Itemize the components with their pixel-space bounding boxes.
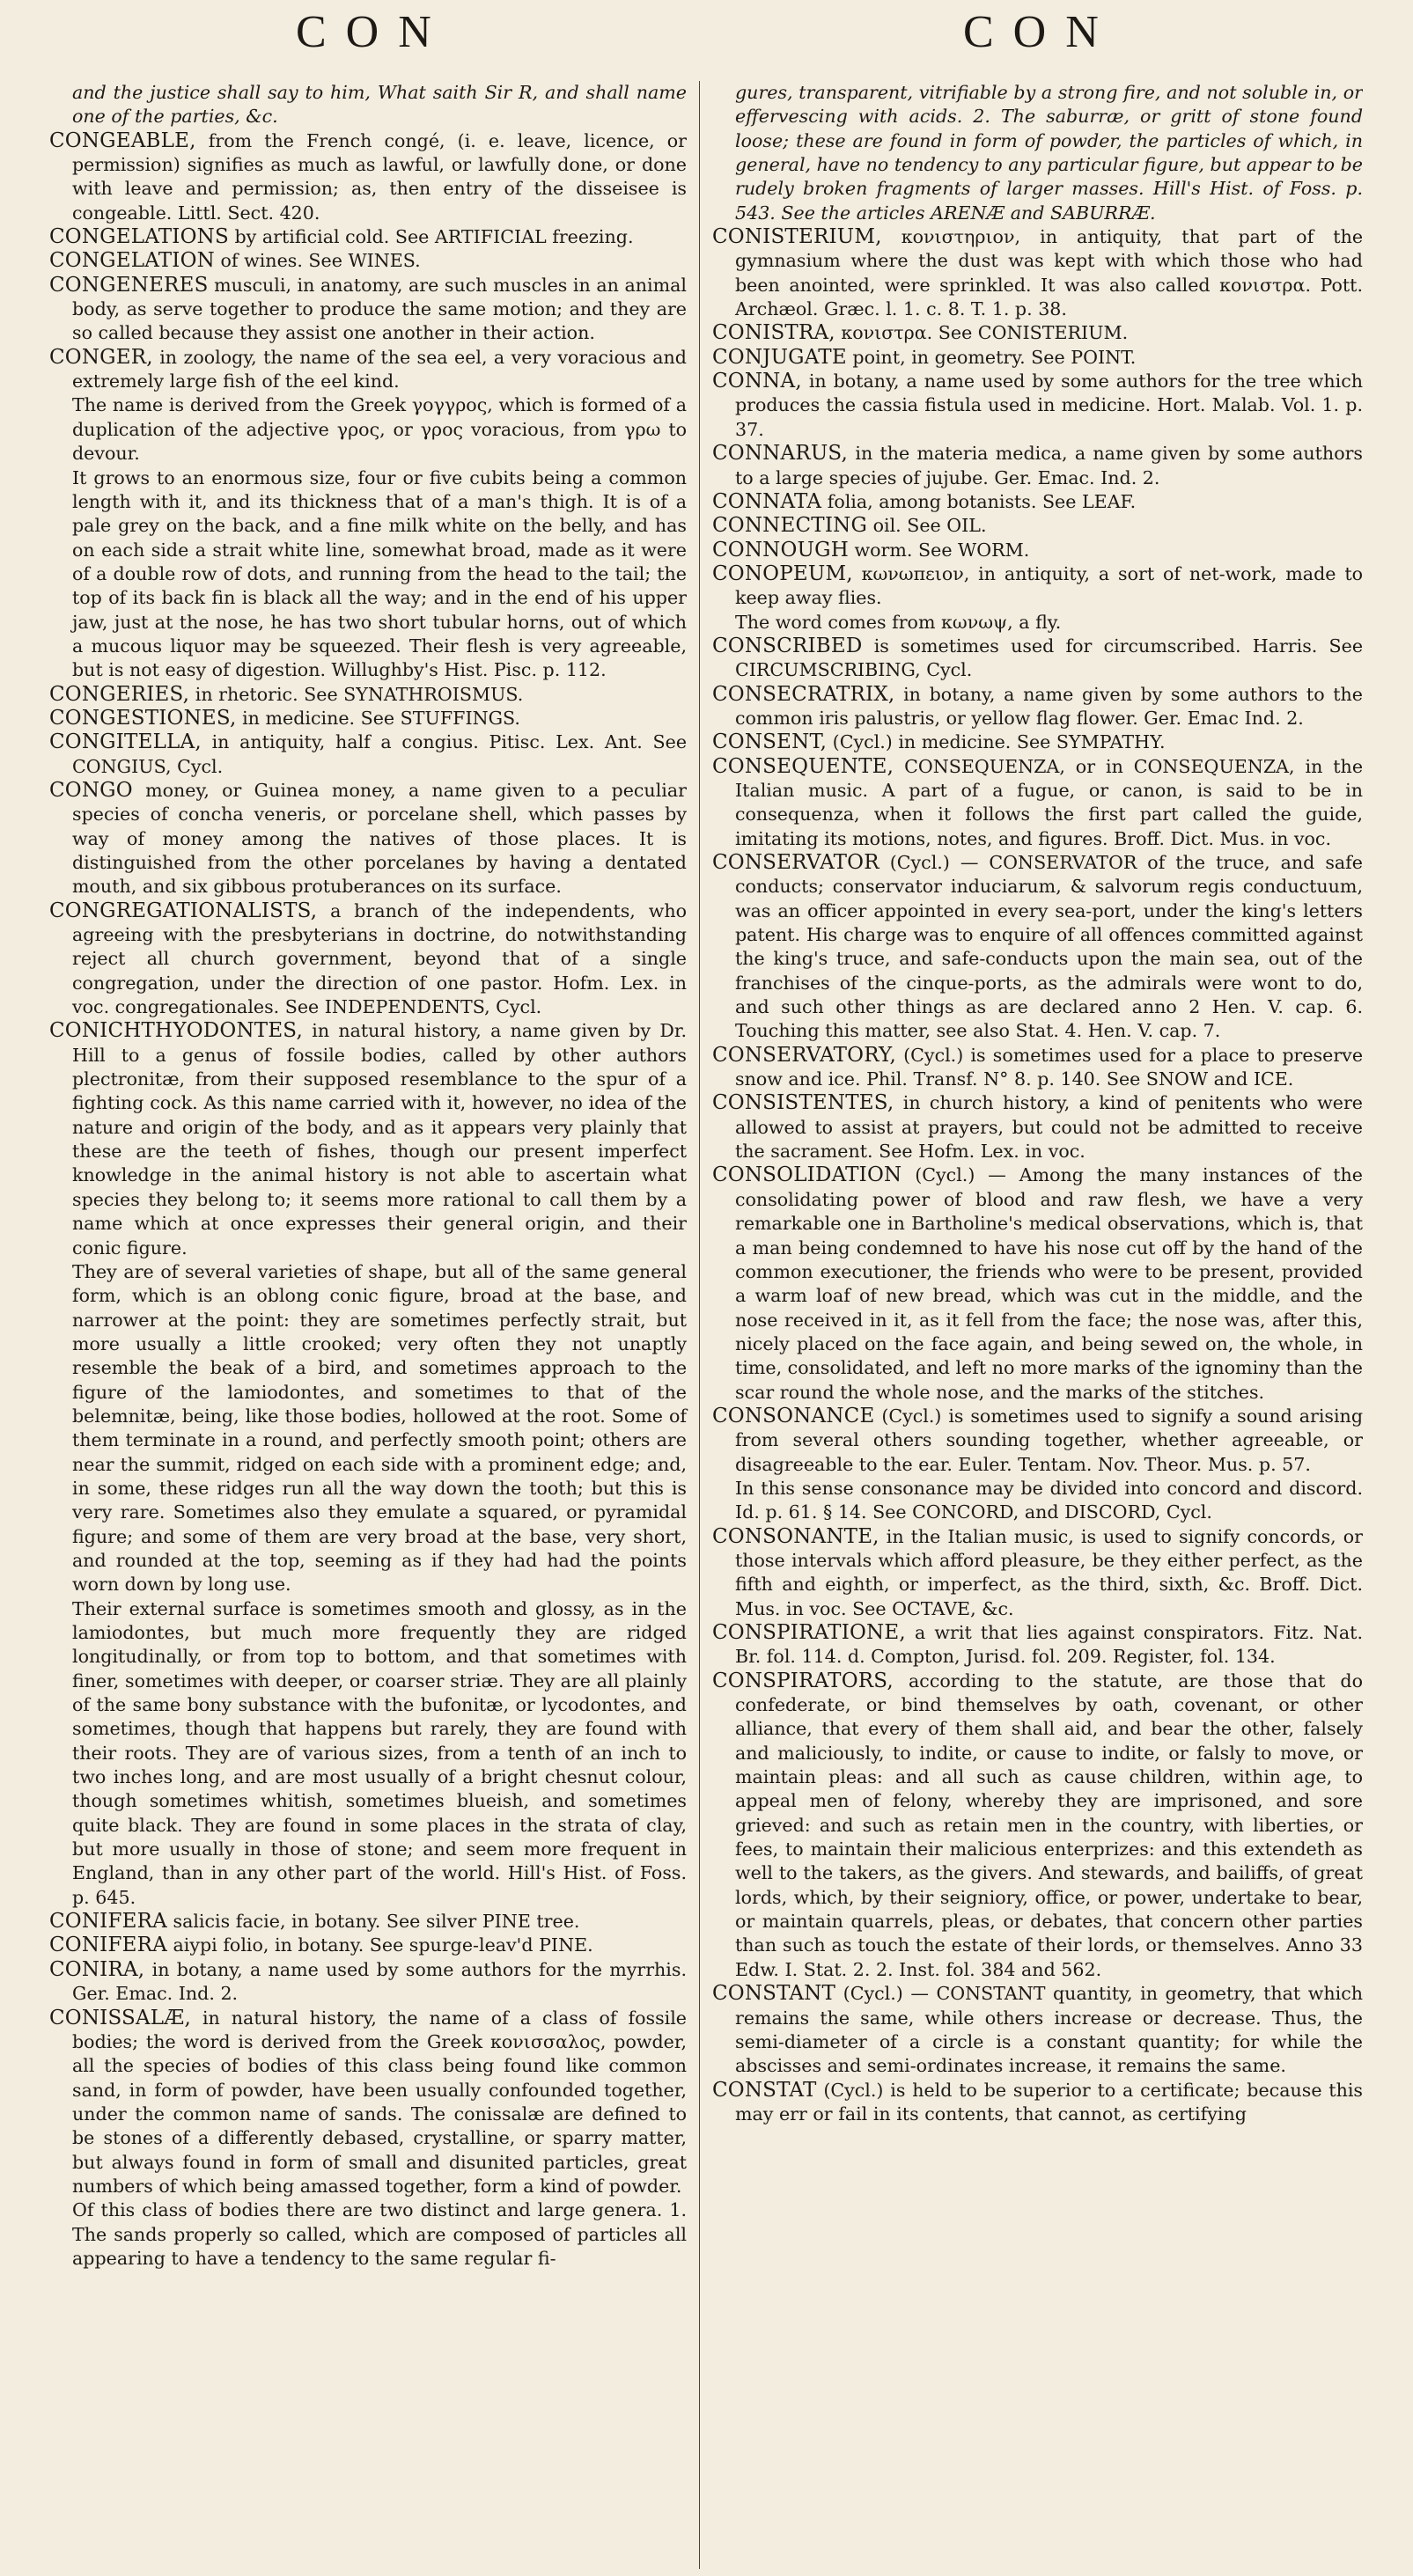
entry-definition: musculi, in anatomy, are such muscles in an animal body, as serve together to produce the same motion; and they are so called because they assist one another in their action. xyxy=(72,274,687,344)
dictionary-entry xyxy=(49,1934,687,1957)
entry-definition: from the French congé, (i. e. leave, licence, or permission) signifies as much as lawful, or lawfully done, or done with leave and permission; as, then entry of the disseisee is congeable. Littl. Sect. 420. xyxy=(72,129,688,224)
dictionary-entry xyxy=(712,442,1363,490)
entry-headword: CONGEABLE, xyxy=(49,128,196,152)
entry-definition: in botany, a name given by some authors to the common iris palustris, or yellow flag flower. Ger. Emac Ind. 2. xyxy=(735,683,1363,729)
entry-definition: κωνωπειον, in antiquity, a sort of net-work, made to keep away flies. xyxy=(735,562,1363,609)
entry-definition: κονιστρα. See CONISTERIUM. xyxy=(841,322,1129,344)
entry-definition: (Cycl.) in medicine. See SYMPATHY. xyxy=(832,731,1166,753)
entry-definition: (Cycl.) — CONSTANT quantity, in geometry, that which remains the same, while others increase or decrease. Thus, the semi-diameter of a circle is a constant quantity; for while the abscisses and semi-ordinates increase, it remains the same. xyxy=(735,1983,1363,2077)
entry-definition: is sometimes used for circumscribed. Harris. See CIRCUMSCRIBING, Cycl. xyxy=(735,635,1363,681)
entry-headword: CONISSALÆ, xyxy=(49,2006,191,2029)
entry-headword: CONIFERA xyxy=(49,1934,167,1957)
entry-headword: CONISTRA, xyxy=(712,321,835,345)
entry-definition: in zoology, the name of the sea eel, a very voracious and extremely large fish of the eel kind. xyxy=(72,346,687,393)
dictionary-entry xyxy=(712,321,1363,345)
dictionary-entry xyxy=(49,1958,687,2007)
entry-headword: CONSPIRATORS, xyxy=(712,1669,894,1692)
entry-definition: in natural history, the name of a class of fossile bodies; the word is derived from the Greek κονισσαλος, powder, all the species of bodies of this class being found like common sand, in form of powder, have been usually confounded together, under the common name of sands. The conissalæ are defined to be stones of a differently debased, crystalline, or sparry matter, but always found in form of small and disunited particles, great numbers of which being amassed together, form a kind of powder. xyxy=(72,2007,687,2197)
entry-definition: in the Italian music, is used to signify concords, or those intervals which afford pleasure, be they either perfect, as the fifth and eighth, or imperfect, as the third, sixth, &c. Broff. Dict. Mus. in voc. See OCTAVE, &c. xyxy=(735,1525,1363,1619)
dictionary-entry xyxy=(712,1163,1363,1404)
entry-definition: money, or Guinea money, a name given to a peculiar species of concha veneris, or porcelane shell, which passes by way of money among the natives of those places. It is distinguished from the other porcelanes by having a dentated mouth, and six gibbous protuberances on its surface. xyxy=(72,779,687,898)
entry-headword: CONSTAT xyxy=(712,2078,817,2102)
dictionary-entry xyxy=(49,274,687,346)
entry-headword: CONJUGATE xyxy=(712,345,847,369)
dictionary-entry xyxy=(712,755,1363,851)
entry-definition: in rhetoric. See SYNATHROISMUS. xyxy=(195,683,524,705)
entry-paragraph: Of this class of bodies there are two distinct and large genera. 1. The sands properly so called, which are composed of particles all appearing to have a tendency to the same regular fi- xyxy=(72,2199,687,2269)
entry-headword: CONGREGATIONALISTS, xyxy=(49,899,318,922)
entry-headword: CONGER, xyxy=(49,345,153,369)
entry-definition: a branch of the independents, who agreeing with the presbyterians in doctrine, do notwithstanding reject all church government, beyond that of a single congregation, under the direction of one pastor. Hofm. Lex. in voc. congregationales. See INDEPENDENTS, Cycl. xyxy=(72,899,687,1018)
dictionary-entry xyxy=(712,225,1363,321)
entry-headword: CONSISTENTES, xyxy=(712,1091,894,1115)
entry-definition: a writ that lies against conspirators. Fitz. Nat. Br. fol. 114. d. Compton, Jurisd. fol. 209. Register, fol. 134. xyxy=(735,1622,1363,1668)
two-column-body xyxy=(49,81,1374,2569)
dictionary-entry xyxy=(49,683,687,707)
entry-headword: CONSEQUENTE, xyxy=(712,754,894,778)
entry-headword: CONIRA, xyxy=(49,1957,145,1981)
entry-headword: CONSTANT xyxy=(712,1982,836,2006)
dictionary-entry xyxy=(49,129,687,225)
dictionary-entry xyxy=(712,370,1363,442)
running-header xyxy=(0,0,1413,76)
dictionary-entry xyxy=(49,707,687,730)
dictionary-entry xyxy=(49,2007,687,2199)
entry-headword: CONSONANCE xyxy=(712,1404,875,1427)
entry-definition: (Cycl.) is sometimes used to signify a sound arising from several others sounding together, whether agreeable, or disagreeable to the ear. Euler. Tentam. Nov. Theor. Mus. p. 57. xyxy=(735,1405,1363,1475)
entry-headword: CONNOUGH xyxy=(712,538,849,561)
dictionary-entry xyxy=(712,490,1363,514)
entry-definition: κονιστηριον, in antiquity, that part of the gymnasium where the dust was kept with which those who had been anointed, were sprinkled. It was also called κονιστρα. Pott. Archæol. Græc. l. 1. c. 8. T. 1. p. 38. xyxy=(735,226,1363,320)
entry-definition: in botany, a name used by some authors for the tree which produces the cassia fistula used in medicine. Hort. Malab. Vol. 1. p. 37. xyxy=(735,371,1363,440)
entry-definition: aiypi folio, in botany. See spurge-leav'd PINE. xyxy=(173,1934,593,1956)
entry-headword: CONGITELLA, xyxy=(49,730,202,754)
entry-headword: CONNARUS, xyxy=(712,442,849,466)
entry-definition: of wines. See WINES. xyxy=(220,250,421,272)
dictionary-entry xyxy=(49,779,687,899)
dictionary-entry xyxy=(712,1091,1363,1163)
dictionary-entry xyxy=(712,1044,1363,1092)
entry-headword: CONSPIRATIONE, xyxy=(712,1621,906,1644)
dictionary-entry xyxy=(712,683,1363,731)
entry-headword: CONGELATIONS xyxy=(49,225,229,249)
entry-definition: according to the statute, are those that do confederate, or bind themselves by oath, covenant, or other alliance, that every of them shall aid, and bear the other, falsely and maliciously, to indite, or cause to indite, or falsly to move, or maintain pleas: and all such as cause children, within age, to appeal men of felony, whereby they are imprisoned, and sore grieved: and such as retain men in the country, with liberties, or fees, to maintain their malicious enterprizes: and this extendeth as well to the takers, as the givers. And stewards, and bailiffs, of great lords, which, by their seigniory, office, or power, undertake to bear, or maintain quarrels, pleas, or debates, that concern other parties than such as touch the estate of their lords, or themselves. Anno 33 Edw. I. Stat. 2. 2. Inst. fol. 384 and 562. xyxy=(735,1670,1363,1980)
entry-definition: in church history, a kind of penitents who were allowed to assist at prayers, but could not be admitted to receive the sacrament. See Hofm. Lex. in voc. xyxy=(735,1092,1363,1163)
dictionary-entry xyxy=(712,1405,1363,1477)
entry-headword: CONGENERES xyxy=(49,273,209,297)
dictionary-entry xyxy=(712,346,1363,370)
entry-definition: in medicine. See STUFFINGS. xyxy=(242,707,520,729)
entry-paragraph: It grows to an enormous size, four or five cubits being a common length with it, and its thickness that of a man's thigh. It is of a pale grey on the back, and a fine milk white on the belly, and has on each side a strait white line, somewhat broad, made as it were of a double row of dots, and running from the head to the tail; the top of its back fin is black all the way; and in the end of his upper jaw, just at the nose, he has two short tubular horns, out of which a mucous liquor may be squeezed. Their flesh is very agreeable, but is not easy of digestion. Willughby's Hist. Pisc. p. 112. xyxy=(72,466,687,681)
entry-definition: salicis facie, in botany. See silver PINE tree. xyxy=(173,1911,580,1933)
entry-paragraph: Their external surface is sometimes smooth and glossy, as in the lamiodontes, but much more frequently they are ridged longitudinally, or from top to bottom, and that sometimes with finer, sometimes with deeper, or coarser striæ. They are all plainly of the same bony substance with the bufonitæ, or lycodontes, and sometimes, though that happens but rarely, they are found with their roots. They are of various sizes, from a tenth of an inch to two inches long, and are most usually of a bright chesnut colour, though sometimes whitish, sometimes blueish, and sometimes quite black. They are found in some places in the strata of clay, but more usually in those of stone; and seem more frequent in England, than in any other part of the world. Hill's Hist. of Foss. p. 645. xyxy=(72,1597,687,1908)
entry-definition: (Cycl.) is sometimes used for a place to preserve snow and ice. Phil. Transf. N° 8. p. 140. See SNOW and ICE. xyxy=(735,1044,1363,1090)
entry-definition: (Cycl.) — Among the many instances of the consolidating power of blood and raw flesh, we have a very remarkable one in Bartholine's medical observations, which is, that a man being condemned to have his nose cut off by the hand of the common executioner, the friends who were to be present, provided a warm loaf of new bread, which was cut in the middle, and the nose received in it, as it fell from the face; the nose was, after this, nicely placed on the face again, and being sewed on, the whole, in time, consolidated, and left no more marks of the ignominy than the scar round the whole nose, and the marks of the stitches. xyxy=(735,1164,1363,1403)
entry-headword: CONSOLIDATION xyxy=(712,1163,902,1187)
entry-headword: CONISTERIUM, xyxy=(712,225,882,249)
entry-definition: oil. See OIL. xyxy=(872,515,987,537)
dictionary-entry xyxy=(49,225,687,249)
right-column xyxy=(700,81,1363,2569)
continued-text: and the justice shall say to him, What saith Sir R, and shall name one of the parties, &c. xyxy=(72,82,687,128)
entry-paragraph: The word comes from κωνωψ, a fly. xyxy=(735,611,1062,633)
dictionary-entry xyxy=(49,1019,687,1259)
dictionary-entry xyxy=(712,1670,1363,1982)
entry-headword: CONSCRIBED xyxy=(712,634,863,657)
entry-definition: in antiquity, half a congius. Pitisc. Lex. Ant. See CONGIUS, Cycl. xyxy=(72,731,688,777)
entry-headword: CONGESTIONES, xyxy=(49,706,237,730)
entry-definition: point, in geometry. See POINT. xyxy=(852,346,1137,368)
entry-headword: CONIFERA xyxy=(49,1910,167,1934)
entry-headword: CONOPEUM, xyxy=(712,561,853,585)
dictionary-entry xyxy=(49,899,687,1020)
entry-definition: by artificial cold. See ARTIFICIAL freezing. xyxy=(234,226,634,248)
dictionary-entry xyxy=(712,514,1363,538)
entry-definition: worm. See WORM. xyxy=(854,539,1030,561)
running-head-right: CON xyxy=(963,7,1118,57)
dictionary-entry xyxy=(712,2079,1363,2127)
dictionary-entry xyxy=(712,1621,1363,1670)
entry-definition: in natural history, a name given by Dr. Hill to a genus of fossile bodies, called by other authors plectronitæ, from their supposed resemblance to the spur of a fighting cock. As this name carried with it, however, no idea of the nature and origin of the body, and as it appears very plainly that these are the teeth of fishes, though our present imperfect knowledge in the animal history is not able to ascertain what species they belong to; it seems more rational to call them by a name which at once expresses their general origin, and their conic figure. xyxy=(72,1020,688,1259)
entry-paragraph: In this sense consonance may be divided into concord and discord. Id. p. 61. § 14. See CONCORD, and DISCORD, Cycl. xyxy=(735,1477,1363,1523)
dictionary-entry xyxy=(712,1525,1363,1621)
dictionary-entry xyxy=(712,539,1363,562)
entry-headword: CONNECTING xyxy=(712,514,868,538)
entry-headword: CONSONANTE, xyxy=(712,1524,879,1548)
dictionary-entry xyxy=(712,1982,1363,2078)
entry-headword: CONGERIES, xyxy=(49,682,190,706)
entry-headword: CONNATA xyxy=(712,489,822,513)
entry-definition: CONSEQUENZA, or in CONSEQUENZA, in the Italian music. A part of a fugue, or canon, is said to be in consequenza, when it follows the first part called the guide, imitating its motions, notes, and figures. Broff. Dict. Mus. in voc. xyxy=(735,755,1363,849)
entry-paragraph: They are of several varieties of shape, but all of the same general form, which is an oblong conic figure, broad at the base, and narrower at the point: they are sometimes perfectly strait, but more usually a little crooked; very often they not unaptly resemble the beak of a bird, and sometimes approach to the figure of the lamiodontes, and sometimes to that of the belemnitæ, being, like those bodies, hollowed at the root. Some of them terminate in a round, and perfectly smooth point; others are near the summit, ridged on each side with a prominent edge; and, in some, these ridges run all the way down the tooth; but this is very rare. Sometimes also they emulate a squared, or pyramidal figure; and some of them are very broad at the base, very short, and rounded at the top, seeming as if they had had the points worn down by long use. xyxy=(72,1260,687,1596)
entry-headword: CONGELATION xyxy=(49,249,215,273)
dictionary-entry xyxy=(49,346,687,394)
entry-headword: CONSENT, xyxy=(712,730,828,754)
entry-paragraph: The name is derived from the Greek γογγρος, which is formed of a duplication of the adjective γρος, or γρος voracious, from γρω to devour. xyxy=(72,394,687,465)
entry-definition: in the materia medica, a name given by some authors to a large species of jujube. Ger. Emac. Ind. 2. xyxy=(735,443,1363,488)
entry-headword: CONSECRATRIX, xyxy=(712,682,895,706)
entry-headword: CONNA, xyxy=(712,370,802,393)
dictionary-entry xyxy=(712,851,1363,1044)
dictionary-entry xyxy=(49,249,687,273)
entry-definition: in botany, a name used by some authors for the myrrhis. Ger. Emac. Ind. 2. xyxy=(72,1958,688,2005)
entry-headword: CONICHTHYODONTES, xyxy=(49,1019,303,1043)
running-head-left: CON xyxy=(296,7,451,57)
continued-text: gures, transparent, vitrifiable by a strong fire, and not soluble in, or effervescing with acids. 2. The saburræ, or gritt of stone found loose; these are found in form of powder, the particles of which, in general, have no tendency to any particular figure, but appear to be rudely broken fragments of larger masses. Hill's Hist. of Foss. p. 543. See the articles ARENÆ and SABURRÆ. xyxy=(735,82,1363,224)
entry-headword: CONGO xyxy=(49,778,133,802)
entry-definition: folia, among botanists. See LEAF. xyxy=(827,490,1137,512)
dictionary-entry xyxy=(49,1910,687,1934)
left-column xyxy=(49,81,699,2569)
dictionary-entry xyxy=(712,730,1363,754)
entry-definition: (Cycl.) — CONSERVATOR of the truce, and safe conducts; conservator induciarum, & salvorum regis conductuum, was an officer appointed in every sea-port, under the king's letters patent. His charge was to enquire of all offences committed against the king's truce, and safe-conducts upon the main sea, out of the franchises of the cinque-ports, as the admirals were wont to do, and such other things as are declared anno 2 Hen. V. cap. 6. Touching this matter, see also Stat. 4. Hen. V. cap. 7. xyxy=(735,852,1363,1042)
dictionary-entry xyxy=(712,562,1363,611)
entry-headword: CONSERVATORY, xyxy=(712,1043,896,1067)
dictionary-entry xyxy=(712,635,1363,683)
entry-headword: CONSERVATOR xyxy=(712,851,879,874)
entry-definition: (Cycl.) is held to be superior to a certificate; because this may err or fail in its contents, that cannot, as certifying xyxy=(735,2079,1363,2125)
dictionary-entry xyxy=(49,730,687,779)
